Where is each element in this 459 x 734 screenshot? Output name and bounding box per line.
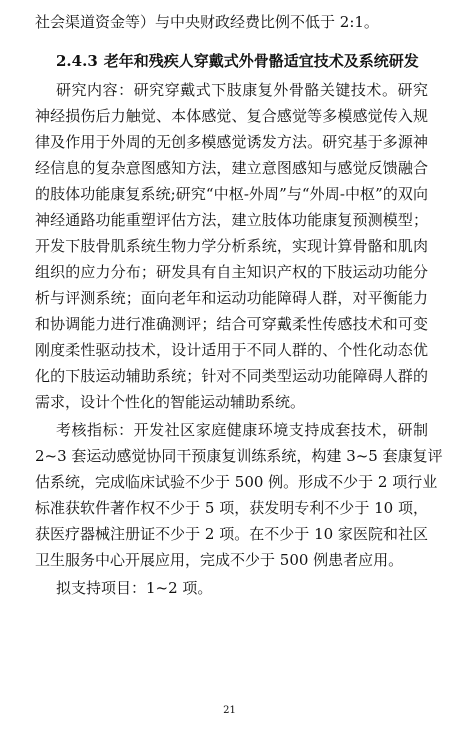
page-number: 21: [223, 705, 236, 716]
assessment-line: 估系统，完成临床试验不少于 500 例。形成不少于 2 项行业: [35, 473, 438, 491]
assessment-line: 获医疗器械注册证不少于 2 项。在不少于 10 家医院和社区: [35, 525, 428, 543]
research-line: 神经通路功能重塑评估方法，建立肢体功能康复预测模型；: [35, 211, 428, 229]
assessment-line: 2~3 套运动感觉协同干预康复训练系统，构建 3~5 套康复评: [35, 447, 443, 465]
assessment-line: 考核指标：开发社区家庭健康环境支持成套技术，研制: [56, 421, 428, 439]
research-line: 开发下肢骨肌系统生物力学分析系统，实现计算骨骼和肌肉: [35, 237, 428, 255]
section-number: 2.4.3: [56, 52, 98, 70]
research-line: 组织的应力分布；研发具有自主知识产权的下肢运动功能分: [35, 263, 428, 281]
research-line: 律及作用于外周的无创多模感觉诱发方法。研究基于多源神: [35, 133, 428, 151]
research-line: 析与评测系统；面向老年和运动功能障碍人群，对平衡能力: [35, 289, 428, 307]
top-text-line: 社会渠道资金等）与中央财政经费比例不低于 2:1。: [35, 13, 379, 31]
research-line: 需求，设计个性化的智能运动辅助系统。: [35, 393, 306, 411]
research-line: 经信息的复杂意图感知方法，建立意图感知与感觉反馈融合: [35, 159, 428, 177]
research-line: 刚度柔性驱动技术，设计适用于不同人群的、个性化动态优: [35, 341, 428, 359]
research-line: 和协调能力进行准确测评；结合可穿戴柔性传感技术和可变: [35, 315, 428, 333]
assessment-line: 标准获软件著作权不少于 5 项，获发明专利不少于 10 项，: [35, 499, 428, 517]
research-line: 研究内容：研究穿戴式下肢康复外骨骼关键技术。研究: [56, 81, 428, 99]
research-line: 神经损伤后力触觉、本体感觉、复合感觉等多模感觉传入规: [35, 107, 428, 125]
section-heading: [56, 51, 428, 71]
research-line: 的肢体功能康复系统;研究“中枢-外周”与“外周-中枢”的双向: [35, 185, 428, 203]
support-line: 拟支持项目：1~2 项。: [56, 579, 213, 597]
research-line: 化的下肢运动辅助系统；针对不同类型运动功能障碍人群的: [35, 367, 428, 385]
assessment-line: 卫生服务中心开展应用，完成不少于 500 例患者应用。: [35, 551, 404, 569]
section-title: 老年和残疾人穿戴式外骨骼适宜技术及系统研发: [103, 52, 419, 70]
